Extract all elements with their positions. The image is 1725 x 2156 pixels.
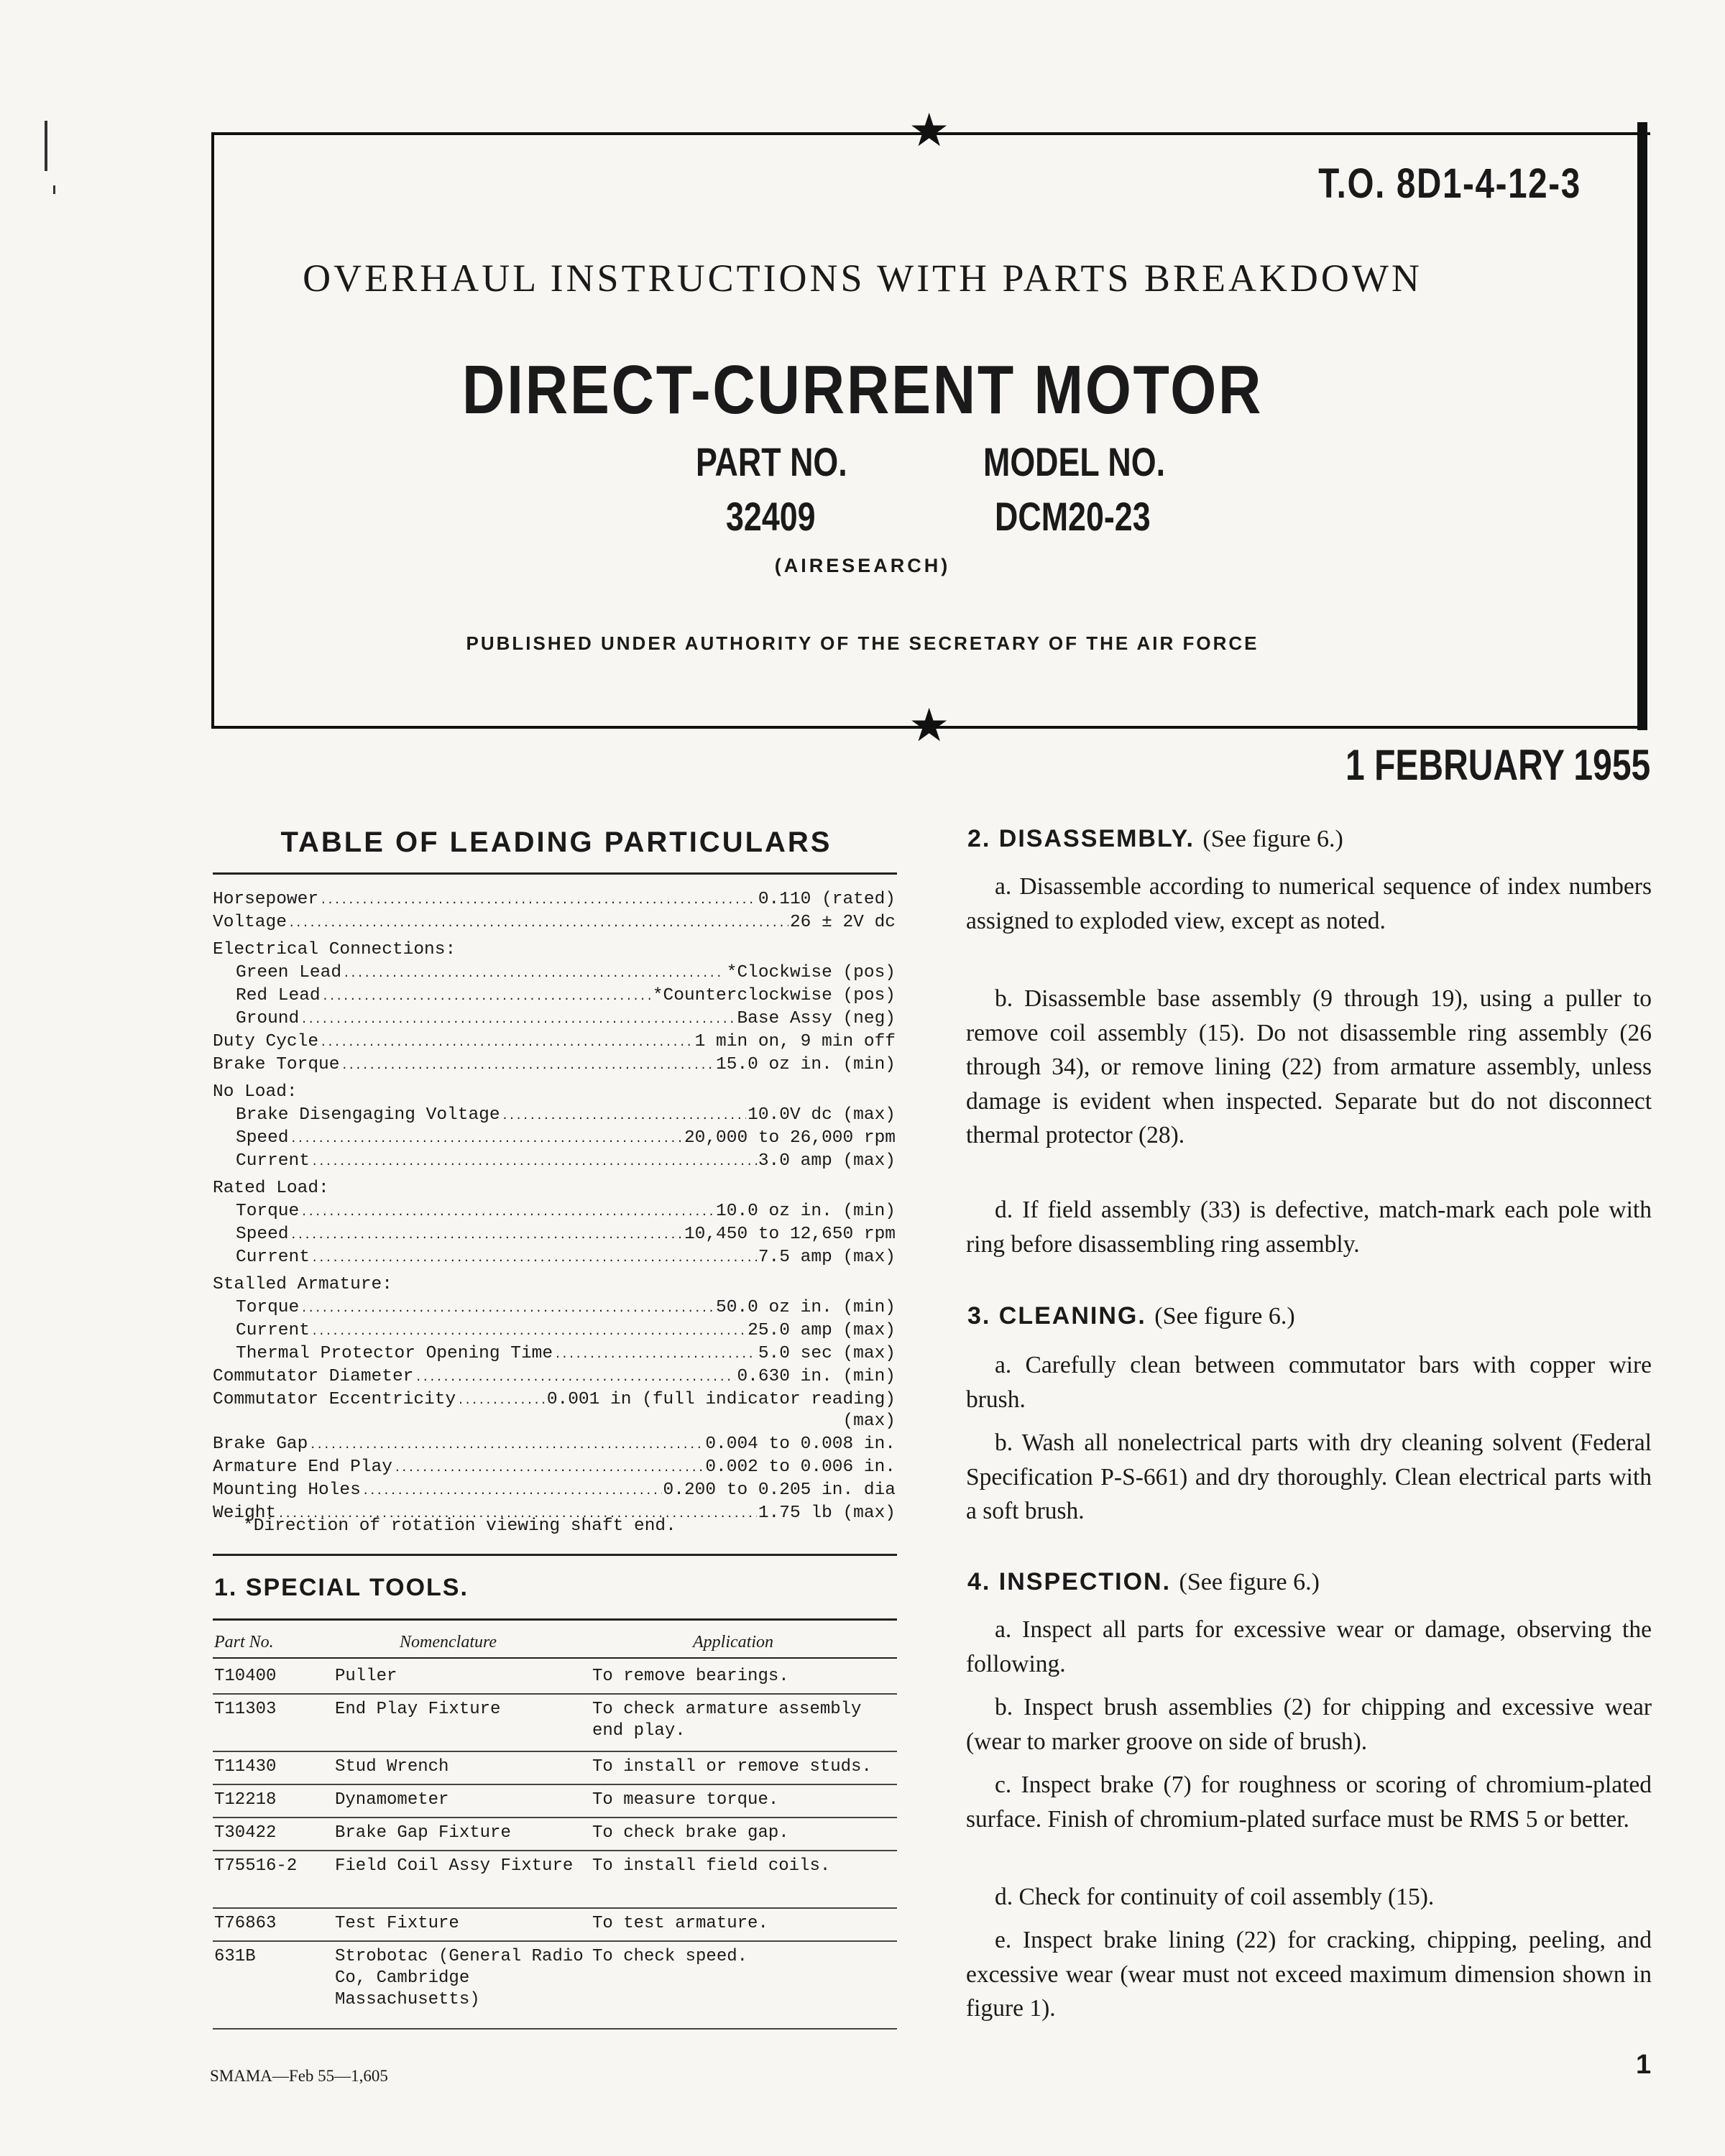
particulars-value: 0.002 to 0.006 in.	[705, 1457, 896, 1477]
leader-dots	[300, 1008, 735, 1031]
particulars-value: 10.0V dc (max)	[748, 1105, 896, 1125]
tool-application: To test armature.	[592, 1914, 768, 1933]
particulars-row	[236, 1246, 896, 1269]
tool-row-divider	[213, 1693, 897, 1695]
tool-nomenclature: End Play Fixture	[335, 1700, 501, 1719]
particulars-value: 0.001 in (full indicator reading)	[546, 1390, 896, 1409]
cleaning-step-a: a. Carefully clean between commutator bars with copper wire brush.	[966, 1352, 1652, 1413]
leader-dots	[362, 1479, 662, 1503]
section-rule	[213, 1657, 897, 1659]
particulars-row	[213, 888, 896, 911]
inspection-heading-text: 4. INSPECTION.	[967, 1568, 1172, 1595]
particulars-label: Stalled Armature:	[213, 1275, 392, 1294]
inspection-step-a: a. Inspect all parts for excessive wear or damage, observing the following.	[966, 1616, 1652, 1677]
leader-dots	[300, 1200, 714, 1224]
section-rule	[213, 1618, 897, 1621]
disassembly-step-d: d. If field assembly (33) is defective, match-mark each pole with ring before disassembling ring assembly.	[966, 1197, 1652, 1258]
tool-nomenclature: Brake Gap Fixture	[335, 1823, 511, 1843]
particulars-row	[213, 939, 896, 962]
particulars-value: 1 min on, 9 min off	[694, 1032, 896, 1051]
leader-dots	[502, 1104, 747, 1128]
particulars-row	[236, 1223, 896, 1246]
tool-nomenclature: Test Fixture	[335, 1914, 459, 1933]
tool-row-divider	[213, 1817, 897, 1818]
particulars-value: 0.110 (rated)	[758, 890, 896, 909]
leader-dots	[288, 911, 788, 935]
particulars-label: Armature End Play	[213, 1457, 392, 1477]
particulars-value: 25.0 amp (max)	[748, 1321, 896, 1340]
tool-row-divider	[213, 1907, 897, 1909]
particulars-value: 1.75 lb (max)	[758, 1503, 896, 1523]
manufacturer: (AIRESEARCH)	[774, 555, 951, 576]
tool-nomenclature: Field Coil Assy Fixture	[335, 1856, 574, 1876]
special-tools-heading: 1. SPECIAL TOOLS.	[214, 1574, 469, 1601]
particulars-row	[236, 1104, 896, 1127]
tool-application: To remove bearings.	[592, 1667, 789, 1686]
inspection-figure-ref: (See figure 6.)	[1179, 1569, 1320, 1595]
section-rule	[213, 872, 897, 875]
particulars-row	[213, 1054, 896, 1077]
particulars-value: 26 ± 2V dc	[789, 913, 896, 932]
particulars-label: Commutator Diameter	[213, 1367, 414, 1386]
tool-part-number: T75516-2	[214, 1856, 298, 1876]
particulars-value: 15.0 oz in. (min)	[716, 1055, 896, 1074]
leader-dots	[290, 1127, 683, 1151]
header-box-top	[213, 132, 934, 135]
particulars-value: 20,000 to 26,000 rpm	[684, 1128, 896, 1148]
page-number: 1	[1636, 2050, 1652, 2080]
printing-info: SMAMA—Feb 55—1,605	[210, 2067, 388, 2085]
particulars-label: Current	[236, 1321, 310, 1340]
particulars-row	[213, 1456, 896, 1479]
particulars-value: 10.0 oz in. (min)	[716, 1202, 896, 1221]
leader-dots	[320, 888, 757, 912]
particulars-value: 0.630 in. (min)	[737, 1367, 896, 1386]
particulars-label: Voltage	[213, 913, 287, 932]
tool-row-divider	[213, 1784, 897, 1785]
tools-header-nomenclature: Nomenclature	[400, 1633, 497, 1651]
particulars-row	[236, 1008, 896, 1031]
leader-dots	[457, 1388, 546, 1412]
particulars-label: Current	[236, 1248, 310, 1267]
particulars-value: Base Assy (neg)	[737, 1009, 896, 1028]
particulars-row	[236, 985, 896, 1008]
particulars-value: 5.0 sec (max)	[758, 1344, 896, 1363]
publishing-authority: PUBLISHED UNDER AUTHORITY OF THE SECRETARY OF THE AIR FORCE	[466, 632, 1259, 654]
particulars-value: (max)	[842, 1411, 896, 1431]
cleaning-heading-text: 3. CLEANING.	[967, 1302, 1146, 1330]
tool-part-number: T30422	[214, 1823, 277, 1843]
binding-mark	[53, 185, 55, 194]
leading-particulars-title: TABLE OF LEADING PARTICULARS	[280, 826, 832, 858]
tool-row-divider	[213, 1940, 897, 1942]
particulars-value: 3.0 amp (max)	[758, 1151, 896, 1171]
inspection-step-d: d. Check for continuity of coil assembly (15).	[995, 1884, 1435, 1910]
rotation-footnote: *Direction of rotation viewing shaft end.	[243, 1516, 676, 1536]
leader-dots	[322, 985, 651, 1008]
particulars-label: Brake Gap	[213, 1434, 308, 1454]
inspection-step-c: c. Inspect brake (7) for roughness or scoring of chromium-plated surface. Finish of chromium-plated surface must be RMS 5 or better.	[966, 1772, 1652, 1833]
section-rule	[213, 1554, 897, 1556]
disassembly-heading	[967, 825, 1343, 853]
leader-dots	[300, 1296, 714, 1320]
particulars-label: Mounting Holes	[213, 1480, 361, 1500]
particulars-label: Speed	[236, 1128, 289, 1148]
particulars-value: 10,450 to 12,650 rpm	[684, 1225, 896, 1244]
particulars-label: Brake Torque	[213, 1055, 340, 1074]
particulars-row	[236, 962, 896, 985]
cleaning-heading	[967, 1302, 1295, 1330]
particulars-row	[236, 1296, 896, 1319]
tool-part-number: T12218	[214, 1790, 277, 1810]
cleaning-figure-ref: (See figure 6.)	[1154, 1303, 1295, 1330]
particulars-value: 0.200 to 0.205 in. dia	[663, 1480, 896, 1500]
tool-application: To check speed.	[592, 1947, 748, 1966]
particulars-value: 50.0 oz in. (min)	[716, 1298, 896, 1317]
particulars-label: Rated Load:	[213, 1179, 329, 1198]
particulars-label: Speed	[236, 1225, 289, 1244]
particulars-row	[236, 1319, 896, 1342]
particulars-value: *Clockwise (pos)	[726, 963, 896, 982]
particulars-label: Brake Disengaging Voltage	[236, 1105, 500, 1125]
tools-header-part: Part No.	[214, 1633, 274, 1651]
tool-part-number: T76863	[214, 1914, 277, 1933]
particulars-label: Ground	[236, 1009, 300, 1028]
particulars-row	[213, 1479, 896, 1502]
particulars-value: 7.5 amp (max)	[758, 1248, 896, 1267]
star-icon: ★	[908, 699, 950, 752]
disassembly-heading-text: 2. DISASSEMBLY.	[967, 825, 1195, 852]
publication-date: 1 FEBRUARY 1955	[1345, 741, 1650, 789]
particulars-value: 0.004 to 0.008 in.	[705, 1434, 896, 1454]
tool-nomenclature: Puller	[335, 1667, 397, 1686]
particulars-row	[213, 1031, 896, 1054]
particulars-row	[236, 1150, 896, 1173]
technical-order-number: T.O. 8D1-4-12-3	[1318, 160, 1581, 207]
tool-application: To measure torque.	[592, 1790, 779, 1810]
leader-dots	[415, 1365, 735, 1389]
leader-dots	[309, 1433, 704, 1457]
document-title: DIRECT-CURRENT MOTOR	[461, 351, 1264, 428]
particulars-row	[236, 1342, 896, 1365]
part-number-value: 32409	[726, 494, 816, 539]
inspection-heading	[967, 1568, 1320, 1596]
leader-dots	[554, 1342, 757, 1366]
tool-application: To check brake gap.	[592, 1823, 789, 1843]
particulars-label: Thermal Protector Opening Time	[236, 1344, 553, 1363]
cleaning-step-b: b. Wash all nonelectrical parts with dry cleaning solvent (Federal Specification P-S-661) and dry thoroughly. Clean electrical parts with a soft brush.	[966, 1429, 1652, 1524]
particulars-label: Red Lead	[236, 986, 321, 1005]
disassembly-figure-ref: (See figure 6.)	[1202, 826, 1343, 852]
particulars-row	[213, 1177, 896, 1200]
particulars-label: Horsepower	[213, 890, 319, 909]
inspection-step-b: b. Inspect brush assemblies (2) for chipping and excessive wear (wear to marker groove on side of brush).	[966, 1694, 1652, 1755]
tool-nomenclature: Dynamometer	[335, 1790, 449, 1810]
particulars-row	[236, 1200, 896, 1223]
particulars-label: No Load:	[213, 1082, 298, 1102]
leader-dots	[341, 1054, 714, 1077]
tool-nomenclature: Stud Wrench	[335, 1757, 449, 1777]
part-number-label: PART NO.	[696, 439, 847, 484]
leader-dots	[311, 1246, 757, 1270]
particulars-row	[213, 911, 896, 934]
tool-row-divider	[213, 1850, 897, 1851]
tool-application: To check armature assembly end play.	[592, 1700, 862, 1741]
disassembly-step-b: b. Disassemble base assembly (9 through 19), using a puller to remove coil assembly (15). Do not disassemble ring assembly (26 through 34), or remove lining (22) from armature assembly, unless damage is evident when inspected. Separate but do not disconnect thermal protector (28).	[966, 985, 1652, 1148]
particulars-value: *Counterclockwise (pos)	[652, 986, 896, 1005]
particulars-row	[213, 1365, 896, 1388]
leader-dots	[343, 962, 725, 985]
leader-dots	[290, 1223, 683, 1247]
tool-row-divider	[213, 2028, 897, 2030]
tools-header-application: Application	[693, 1633, 773, 1651]
binding-mark	[45, 121, 47, 171]
particulars-label: Weight	[213, 1503, 277, 1523]
tool-part-number: 631B	[214, 1947, 256, 1966]
particulars-label: Current	[236, 1151, 310, 1171]
model-number-label: MODEL NO.	[983, 439, 1166, 484]
leader-dots	[311, 1319, 746, 1343]
leader-dots	[311, 1150, 757, 1174]
tool-application: To install or remove studs.	[592, 1757, 872, 1777]
particulars-row	[213, 1388, 896, 1411]
tool-application: To install field coils.	[592, 1856, 831, 1876]
particulars-row	[213, 1273, 896, 1296]
tool-part-number: T11430	[214, 1757, 277, 1777]
particulars-label: Green Lead	[236, 963, 342, 982]
particulars-row	[213, 1081, 896, 1104]
tool-row-divider	[213, 1751, 897, 1752]
document-subtitle: OVERHAUL INSTRUCTIONS WITH PARTS BREAKDOWN	[303, 257, 1422, 300]
particulars-label: Torque	[236, 1298, 300, 1317]
particulars-label: Torque	[236, 1202, 300, 1221]
header-box-top	[932, 132, 1650, 135]
tool-part-number: T10400	[214, 1667, 277, 1686]
tool-part-number: T11303	[214, 1700, 277, 1719]
particulars-row	[213, 1410, 896, 1433]
leader-dots	[394, 1456, 704, 1480]
model-number-value: DCM20-23	[995, 494, 1151, 539]
inspection-step-e: e. Inspect brake lining (22) for cracking, chipping, peeling, and excessive wear (wear must not exceed maximum dimension shown in figure 1).	[966, 1927, 1652, 2022]
particulars-row	[236, 1127, 896, 1150]
star-icon: ★	[908, 104, 950, 157]
tool-nomenclature: Strobotac (General Radio Co, Cambridge Massachusetts)	[335, 1947, 584, 2009]
particulars-label: Duty Cycle	[213, 1032, 319, 1051]
leader-dots	[320, 1031, 694, 1054]
disassembly-step-a: a. Disassemble according to numerical sequence of index numbers assigned to exploded view, except as noted.	[966, 873, 1652, 934]
particulars-row	[213, 1433, 896, 1456]
particulars-label: Commutator Eccentricity	[213, 1390, 456, 1409]
particulars-label: Electrical Connections:	[213, 940, 456, 959]
